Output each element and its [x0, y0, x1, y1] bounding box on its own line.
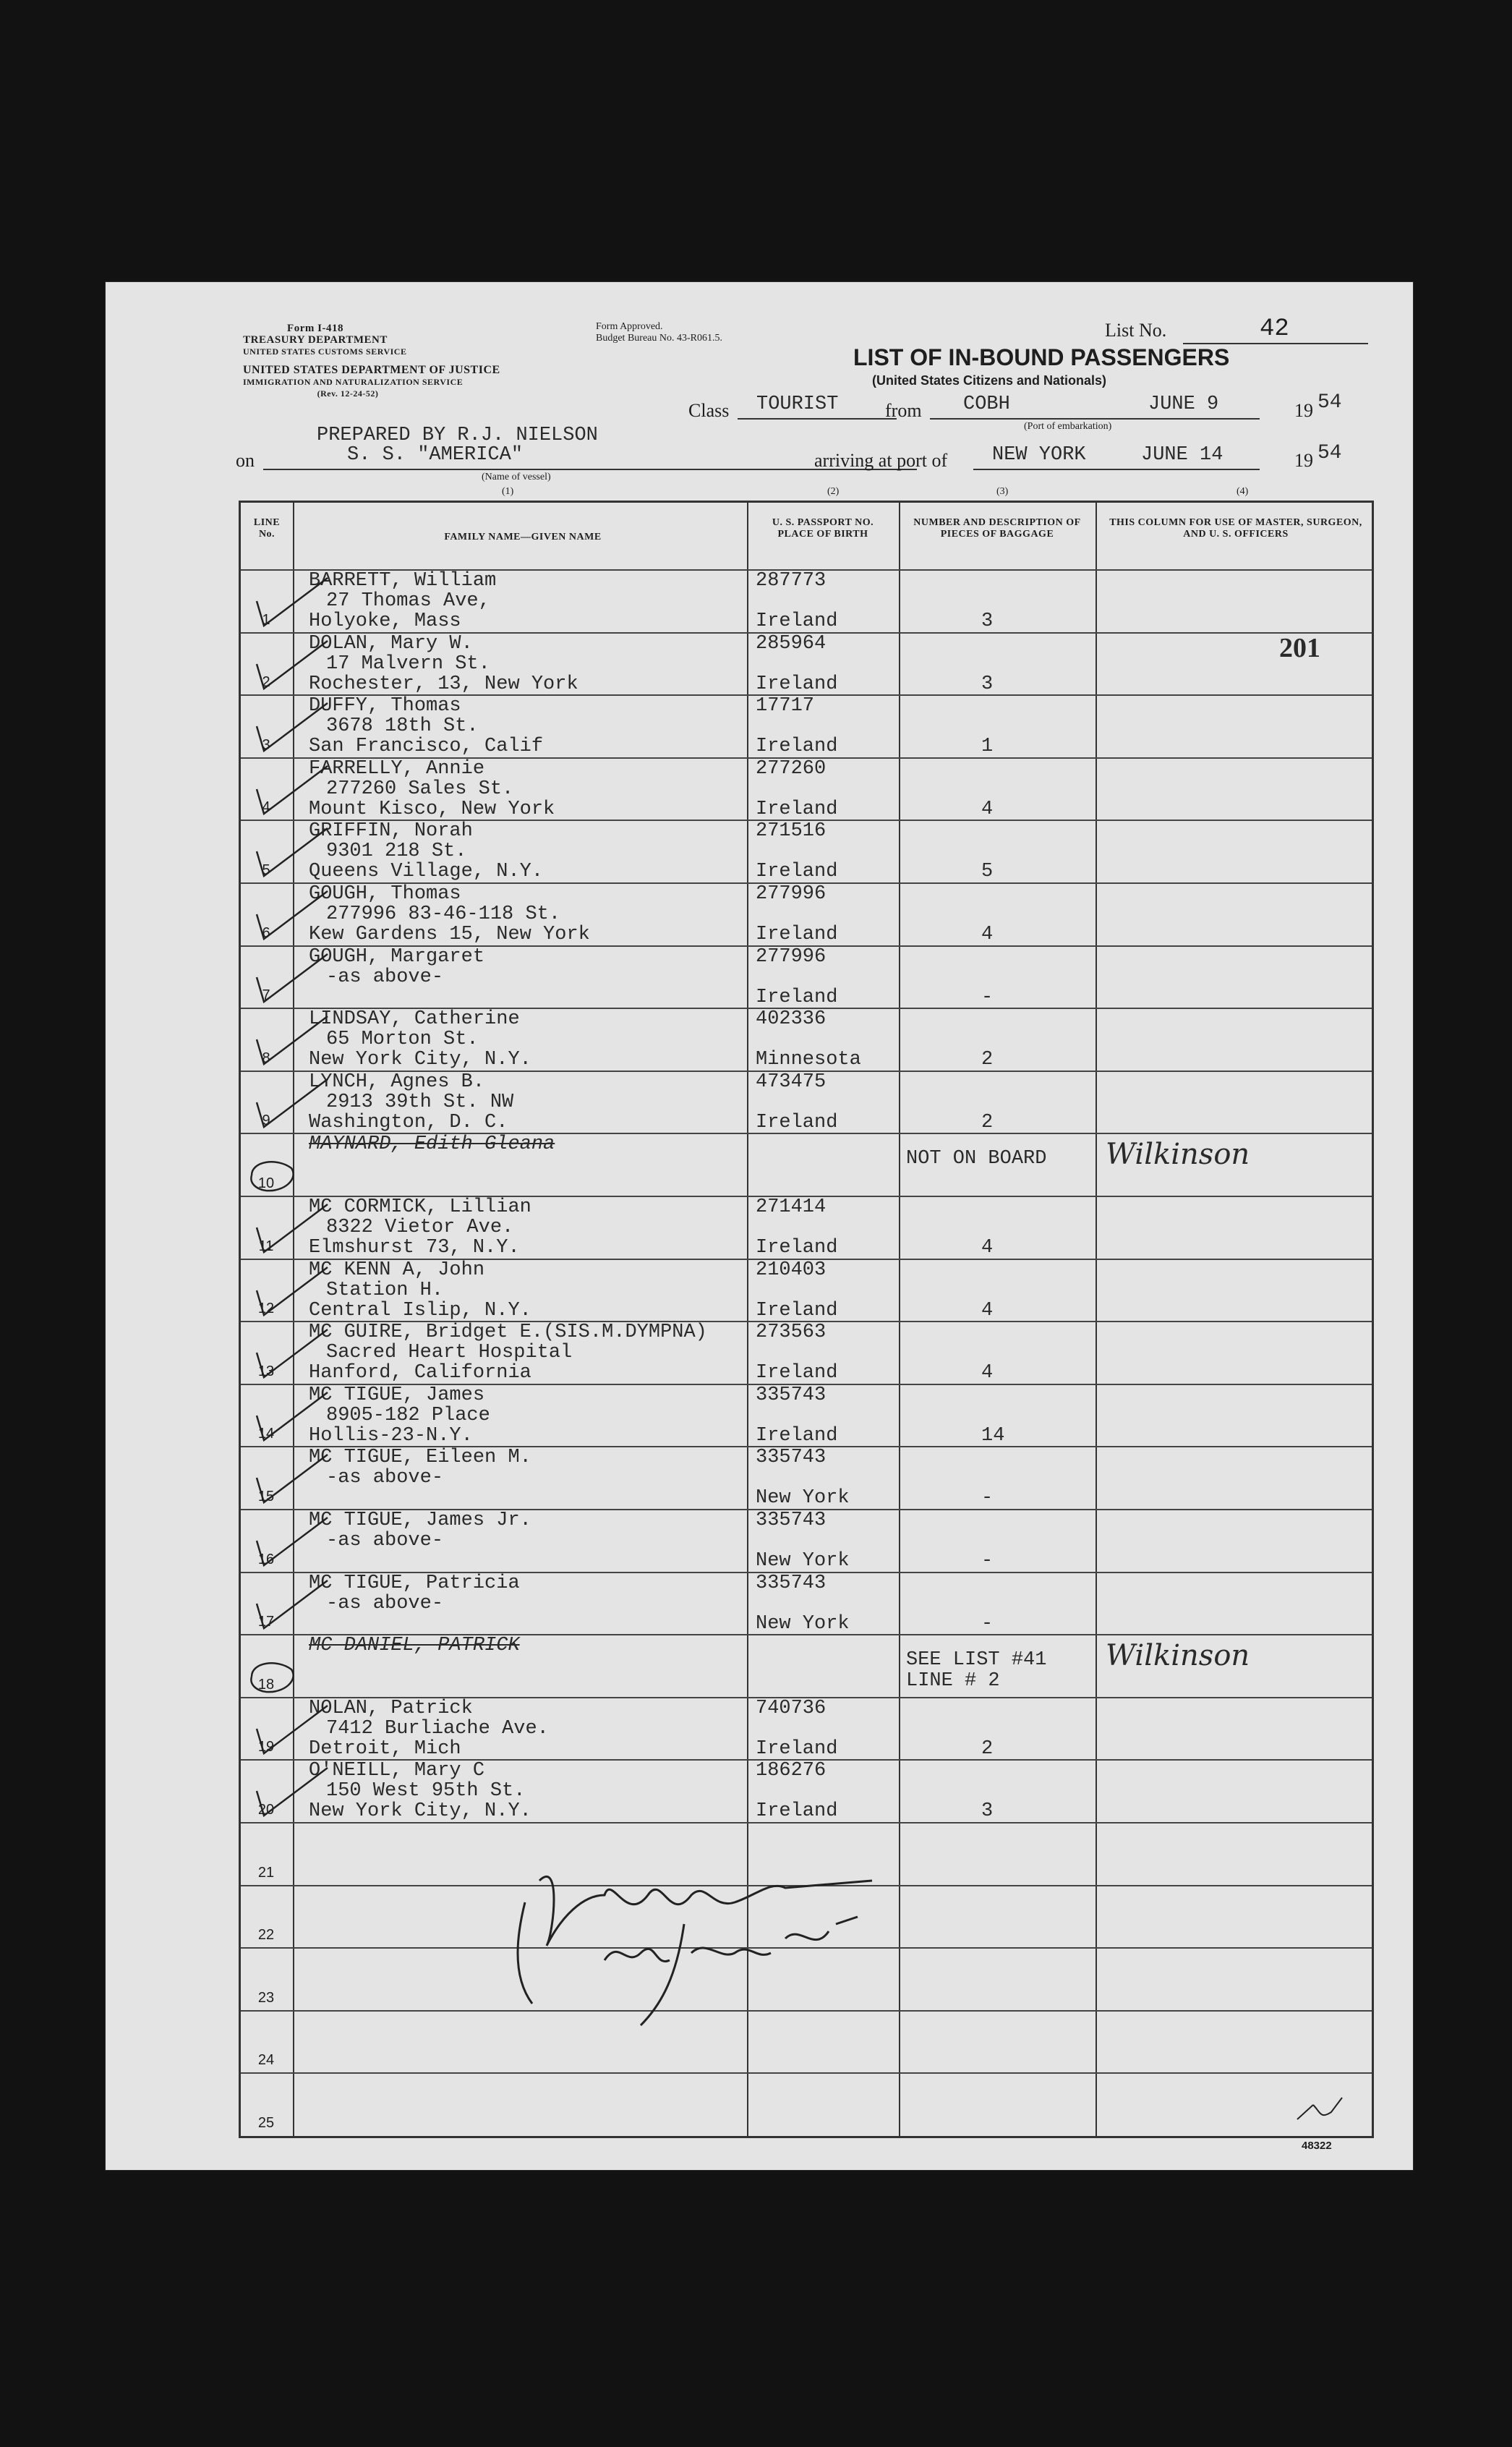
- baggage-count: 4: [981, 1362, 994, 1384]
- passenger-address-2: Elmshurst 73, N.Y.: [309, 1237, 520, 1259]
- passenger-address-2: Queens Village, N.Y.: [309, 861, 544, 883]
- tick-mark: [248, 572, 306, 616]
- col-header-line-no: LINE No.: [253, 517, 281, 540]
- passenger-address-2: Rochester, 13, New York: [309, 673, 578, 695]
- passenger-name: MC TIGUE, Eileen M.: [309, 1447, 531, 1469]
- passenger-name: BARRETT, William: [309, 570, 497, 592]
- passenger-name: MC KENN A, John: [309, 1259, 485, 1281]
- table-row: [241, 1634, 1372, 1697]
- arrival-port: NEW YORK: [992, 444, 1086, 466]
- passport-number: 271414: [756, 1196, 827, 1218]
- year-value-1: 54: [1317, 391, 1342, 414]
- table-row: [241, 1321, 1372, 1384]
- form-header: [243, 323, 407, 357]
- passenger-address-2: Kew Gardens 15, New York: [309, 924, 590, 945]
- line-number: 19: [257, 1739, 275, 1756]
- table-row: [241, 2072, 1372, 2135]
- passport-number: 335743: [756, 1447, 827, 1469]
- tick-mark: [248, 885, 306, 929]
- table-row: [241, 1572, 1372, 1635]
- revision-date: (Rev. 12-24-52): [317, 388, 379, 399]
- passenger-name: MC DANIEL, PATRICK: [309, 1635, 520, 1657]
- on-label: on: [236, 450, 255, 471]
- passport-number: 277260: [756, 757, 827, 780]
- passenger-address-2: Hanford, California: [309, 1362, 531, 1384]
- baggage-count: 2: [981, 1049, 994, 1071]
- place-of-birth: Ireland: [756, 1362, 838, 1384]
- class-value: TOURIST: [756, 393, 839, 415]
- tick-mark: [248, 1512, 306, 1555]
- year-value-2: 54: [1317, 442, 1342, 464]
- passenger-address-2: Washington, D. C.: [309, 1111, 508, 1133]
- passport-number: 335743: [756, 1572, 827, 1594]
- passenger-address-1: 3678 18th St.: [326, 715, 479, 738]
- page-title: LIST OF IN-BOUND PASSENGERS: [853, 344, 1230, 370]
- corner-mark: [1291, 2090, 1349, 2127]
- officer-note: 201: [1279, 632, 1320, 663]
- place-of-birth: New York: [756, 1550, 850, 1572]
- table-row: [241, 882, 1372, 945]
- column-number-1: (1): [502, 486, 514, 497]
- passenger-address-2: Holyoke, Mass: [309, 610, 461, 632]
- column-number-2: (2): [827, 486, 840, 497]
- passport-number: 473475: [756, 1071, 827, 1093]
- year-prefix-1: 19: [1294, 400, 1313, 421]
- passenger-list-page: [106, 282, 1413, 2170]
- passport-number: 277996: [756, 883, 827, 905]
- line-number: 22: [257, 1927, 275, 1944]
- customs-service: UNITED STATES CUSTOMS SERVICE: [243, 346, 407, 357]
- list-no-value: 42: [1260, 315, 1289, 343]
- passenger-address-1: 17 Malvern St.: [326, 652, 490, 675]
- col-header-baggage: NUMBER AND DESCRIPTION OF PIECES OF BAGGAGE: [913, 517, 1081, 540]
- vessel-caption: (Name of vessel): [482, 472, 551, 482]
- baggage-count: 14: [981, 1424, 1005, 1447]
- circled-line-number: [248, 1637, 306, 1680]
- tick-mark: [248, 1073, 306, 1117]
- table-row: [241, 1446, 1372, 1509]
- baggage-count: SEE LIST #41 LINE # 2: [906, 1649, 1047, 1693]
- port-embarkation-caption: (Port of embarkation): [1024, 421, 1112, 432]
- officer-note: Wilkinson: [1106, 1639, 1250, 1673]
- passenger-address-1: Sacred Heart Hospital: [326, 1342, 573, 1364]
- col-header-passport: U. S. PASSPORT NO. PLACE OF BIRTH: [772, 517, 874, 540]
- tick-mark: [248, 1449, 306, 1492]
- baggage-count: 4: [981, 924, 994, 945]
- line-number: 25: [257, 2114, 275, 2131]
- line-number: 6: [262, 924, 270, 941]
- passenger-address-2: Detroit, Mich: [309, 1737, 461, 1760]
- passenger-address-2: New York City, N.Y.: [309, 1049, 531, 1071]
- baggage-count: -: [981, 1612, 994, 1635]
- line-number: 20: [257, 1801, 275, 1818]
- column-number-4: (4): [1236, 486, 1249, 497]
- line-number: 1: [262, 611, 270, 628]
- passenger-name: DOLAN, Mary W.: [309, 632, 473, 655]
- tick-mark: [248, 1700, 306, 1743]
- tick-mark: [248, 822, 306, 866]
- line-number: 23: [257, 1989, 275, 2006]
- passport-number: 287773: [756, 570, 827, 592]
- baggage-count: 2: [981, 1111, 994, 1133]
- passenger-address-1: 7412 Burliache Ave.: [326, 1717, 549, 1740]
- place-of-birth: Minnesota: [756, 1049, 861, 1071]
- place-of-birth: New York: [756, 1487, 850, 1510]
- from-value: COBH: [963, 393, 1010, 415]
- place-of-birth: Ireland: [756, 798, 838, 820]
- line-number: 14: [257, 1426, 275, 1442]
- line-number: 3: [262, 736, 270, 753]
- line-number: 12: [257, 1301, 275, 1317]
- tick-mark: [248, 635, 306, 678]
- passport-number: 335743: [756, 1384, 827, 1406]
- tick-mark: [248, 697, 306, 741]
- place-of-birth: Ireland: [756, 673, 838, 695]
- col-header-officers: THIS COLUMN FOR USE OF MASTER, SURGEON, AND U. S. OFFICERS: [1109, 517, 1362, 540]
- line-number: 18: [257, 1676, 275, 1693]
- line-number: 15: [257, 1488, 275, 1505]
- table-row: [241, 1259, 1372, 1322]
- passenger-name: DUFFY, Thomas: [309, 695, 461, 718]
- table-row: [241, 945, 1372, 1008]
- vessel-name: S. S. "AMERICA": [347, 444, 524, 466]
- baggage-count: -: [981, 1550, 994, 1572]
- departure-date: JUNE 9: [1148, 393, 1219, 415]
- passport-number: 740736: [756, 1697, 827, 1719]
- line-number: 21: [257, 1864, 275, 1881]
- table-row: [241, 632, 1372, 695]
- line-number: 16: [257, 1551, 275, 1567]
- baggage-count: -: [981, 1487, 994, 1510]
- tick-mark: [248, 1261, 306, 1305]
- line-number: 11: [258, 1238, 274, 1254]
- from-label: from: [885, 400, 922, 421]
- line-number: 17: [257, 1614, 275, 1630]
- table-row: [241, 1509, 1372, 1572]
- place-of-birth: Ireland: [756, 924, 838, 945]
- baggage-count: 4: [981, 1237, 994, 1259]
- baggage-count: 4: [981, 798, 994, 820]
- passenger-address-1: 2913 39th St. NW: [326, 1091, 514, 1113]
- table-row: [241, 1071, 1372, 1133]
- tick-mark: [248, 1575, 306, 1618]
- passenger-address-1: 27 Thomas Ave,: [326, 590, 490, 612]
- table-row: [241, 757, 1372, 820]
- arriving-label: arriving at port of: [814, 450, 948, 471]
- passenger-address-1: 8905-182 Place: [326, 1404, 490, 1426]
- passenger-address-1: 150 West 95th St.: [326, 1780, 526, 1803]
- officer-note: Wilkinson: [1106, 1138, 1250, 1172]
- line-number: 13: [257, 1363, 275, 1379]
- passport-number: 17717: [756, 695, 815, 718]
- table-row: [241, 694, 1372, 757]
- treasury-department: TREASURY DEPARTMENT: [243, 334, 388, 346]
- passenger-name: MAYNARD, Edith Gleana: [309, 1133, 555, 1156]
- baggage-count: NOT ON BOARD: [906, 1148, 1047, 1170]
- table-row: [241, 1196, 1372, 1259]
- passenger-name: GOUGH, Margaret: [309, 945, 485, 968]
- passenger-address-1: -as above-: [326, 1530, 444, 1552]
- justice-department: UNITED STATES DEPARTMENT OF JUSTICE: [243, 364, 500, 376]
- list-no-label: List No.: [1105, 320, 1167, 341]
- place-of-birth: Ireland: [756, 1299, 838, 1322]
- baggage-count: 3: [981, 610, 994, 632]
- place-of-birth: Ireland: [756, 861, 838, 883]
- passport-number: 210403: [756, 1259, 827, 1281]
- baggage-count: -: [981, 986, 994, 1008]
- column-number-3: (3): [996, 486, 1009, 497]
- place-of-birth: Ireland: [756, 1737, 838, 1760]
- passenger-address-1: 277996 83-46-118 St.: [326, 903, 561, 925]
- passenger-address-1: 8322 Vietor Ave.: [326, 1217, 514, 1238]
- justice-header: [243, 364, 500, 399]
- table-row: [241, 569, 1372, 632]
- passenger-name: MC CORMICK, Lillian: [309, 1196, 531, 1218]
- passport-number: 186276: [756, 1760, 827, 1782]
- passenger-name: LYNCH, Agnes B.: [309, 1071, 485, 1093]
- passenger-address-2: Hollis-23-N.Y.: [309, 1424, 473, 1447]
- passport-number: 271516: [756, 820, 827, 843]
- place-of-birth: Ireland: [756, 1111, 838, 1133]
- passenger-address-2: Central Islip, N.Y.: [309, 1299, 531, 1322]
- budget-bureau: Budget Bureau No. 43-R061.5.: [596, 333, 722, 344]
- passport-number: 277996: [756, 945, 827, 968]
- baggage-count: 2: [981, 1737, 994, 1760]
- officer-signature: [496, 1816, 858, 2033]
- passenger-name: FARRELLY, Annie: [309, 757, 485, 780]
- line-number: 24: [257, 2052, 275, 2069]
- form-code: 48322: [1302, 2140, 1332, 2152]
- passenger-address-2: San Francisco, Calif: [309, 736, 544, 758]
- table-row: [241, 1697, 1372, 1760]
- from-underline: [930, 418, 1260, 420]
- tick-mark: [248, 1762, 306, 1805]
- passenger-address-1: -as above-: [326, 1592, 444, 1614]
- tick-mark: [248, 1387, 306, 1430]
- passenger-address-2: New York City, N.Y.: [309, 1800, 531, 1823]
- prepared-by: PREPARED BY R.J. NIELSON: [317, 425, 598, 446]
- tick-mark: [248, 1199, 306, 1242]
- col-header-name: FAMILY NAME—GIVEN NAME: [444, 532, 602, 542]
- place-of-birth: New York: [756, 1612, 850, 1635]
- place-of-birth: Ireland: [756, 736, 838, 758]
- baggage-count: 5: [981, 861, 994, 883]
- baggage-count: 1: [981, 736, 994, 758]
- passenger-name: GOUGH, Thomas: [309, 883, 461, 905]
- arrival-underline: [973, 469, 1260, 470]
- tick-mark: [248, 1010, 306, 1054]
- baggage-count: 4: [981, 1299, 994, 1322]
- circled-line-number: [248, 1136, 306, 1179]
- baggage-count: 3: [981, 1800, 994, 1823]
- table-row: [241, 1384, 1372, 1447]
- passenger-name: MC GUIRE, Bridget E.(SIS.M.DYMPNA): [309, 1322, 707, 1344]
- passenger-name: MC TIGUE, Patricia: [309, 1572, 520, 1594]
- tick-mark: [248, 760, 306, 804]
- form-approval: [596, 321, 722, 344]
- approval-line: Form Approved.: [596, 321, 663, 332]
- year-prefix-2: 19: [1294, 450, 1313, 471]
- passenger-name: GRIFFIN, Norah: [309, 820, 473, 843]
- place-of-birth: Ireland: [756, 1424, 838, 1447]
- passenger-address-1: -as above-: [326, 1467, 444, 1489]
- passenger-name: MC TIGUE, James Jr.: [309, 1510, 531, 1531]
- line-number: 9: [262, 1112, 270, 1129]
- place-of-birth: Ireland: [756, 610, 838, 632]
- class-underline: [738, 418, 897, 420]
- line-number: 4: [262, 799, 270, 816]
- form-number: Form I-418: [287, 323, 343, 334]
- table-row: [241, 820, 1372, 882]
- passenger-address-1: -as above-: [326, 966, 444, 988]
- table-row: [241, 1133, 1372, 1196]
- passport-number: 273563: [756, 1322, 827, 1344]
- passenger-name: MC TIGUE, James: [309, 1384, 485, 1406]
- line-number: 7: [262, 987, 270, 1004]
- place-of-birth: Ireland: [756, 1800, 838, 1823]
- ins-service: IMMIGRATION AND NATURALIZATION SERVICE: [243, 377, 464, 387]
- baggage-count: 3: [981, 673, 994, 695]
- table-row: [241, 1759, 1372, 1822]
- page-subtitle: (United States Citizens and Nationals): [872, 373, 1107, 388]
- arrival-date: JUNE 14: [1141, 444, 1223, 466]
- place-of-birth: Ireland: [756, 1237, 838, 1259]
- place-of-birth: Ireland: [756, 986, 838, 1008]
- line-number: 10: [257, 1175, 275, 1191]
- tick-mark: [248, 948, 306, 992]
- class-label: Class: [688, 400, 730, 421]
- passenger-address-1: Station H.: [326, 1279, 444, 1301]
- passenger-name: LINDSAY, Catherine: [309, 1008, 520, 1031]
- passenger-address-1: 9301 218 St.: [326, 841, 467, 863]
- passenger-name: NOLAN, Patrick: [309, 1697, 473, 1719]
- line-number: 2: [262, 674, 270, 691]
- passport-number: 285964: [756, 632, 827, 655]
- passport-number: 335743: [756, 1510, 827, 1531]
- passenger-name: O'NEILL, Mary C: [309, 1760, 485, 1782]
- table-row: [241, 1008, 1372, 1071]
- passenger-address-2: Mount Kisco, New York: [309, 798, 555, 820]
- tick-mark: [248, 1324, 306, 1367]
- line-number: 8: [262, 1050, 270, 1066]
- passenger-address-1: 277260 Sales St.: [326, 778, 514, 800]
- passenger-address-1: 65 Morton St.: [326, 1029, 479, 1051]
- passport-number: 402336: [756, 1008, 827, 1031]
- line-number: 5: [262, 861, 270, 878]
